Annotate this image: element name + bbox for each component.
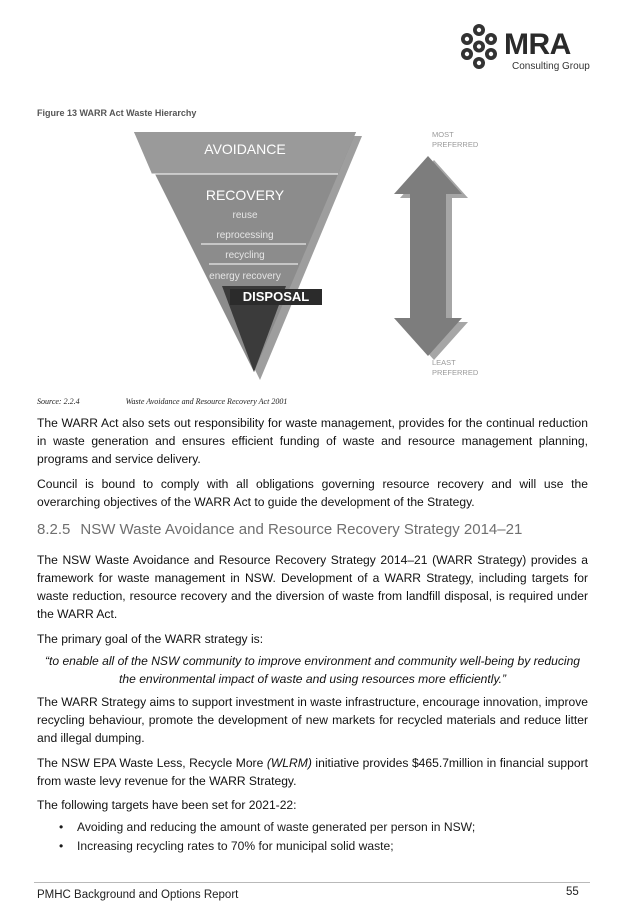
paragraph-1 bbox=[37, 414, 588, 468]
figure-caption: Figure 13 WARR Act Waste Hierarchy bbox=[37, 108, 197, 118]
preferred-bottom-label: PREFERRED bbox=[432, 368, 479, 377]
preferred-top-label: PREFERRED bbox=[432, 140, 479, 149]
source-title: Waste Avoidance and Resource Recovery Act 2001 bbox=[125, 397, 288, 406]
level-recycling: recycling bbox=[225, 250, 265, 261]
logo-mark-icon bbox=[456, 22, 502, 72]
strategy-goal-quote: “to enable all of the NSW community to improve environment and community well-being by reducing the environmental impact of waste and using resources more efficiently.” bbox=[44, 654, 581, 686]
level-recovery: RECOVERY bbox=[205, 187, 285, 203]
targets-list bbox=[37, 818, 475, 856]
level-avoidance: AVOIDANCE bbox=[204, 141, 286, 157]
list-item: • Increasing recycling rates to 70% for municipal solid waste; bbox=[37, 837, 475, 856]
section-number: 8.2.5 bbox=[37, 521, 71, 538]
most-label: MOST bbox=[432, 130, 454, 139]
list-item: • Avoiding and reducing the amount of waste generated per person in NSW; bbox=[37, 818, 475, 837]
level-energy-recovery: energy recovery bbox=[209, 271, 281, 282]
paragraph-text: The NSW Waste Avoidance and Resource Recovery Strategy 2014–21 (WARR Strategy) provides a framework for waste management in NSW. Development of a WARR Strategy, including targets for waste reduction, resource recovery and the diversion of waste from landfill disposal, is required under the WARR Act. bbox=[37, 553, 588, 621]
p6-text-start: The NSW EPA Waste Less, Recycle More bbox=[37, 756, 267, 770]
level-disposal: DISPOSAL bbox=[242, 289, 310, 304]
p6-text-end: initiative provides $465.7million in financial support from waste levy revenue for the WARR Strategy. bbox=[37, 756, 588, 788]
p6-abbreviation: (WLRM) bbox=[266, 756, 312, 770]
level-reprocessing: reprocessing bbox=[216, 230, 274, 241]
paragraph-text: The primary goal of the WARR strategy is: bbox=[37, 632, 264, 646]
paragraph-text bbox=[37, 754, 588, 790]
logo-name: MRA bbox=[504, 28, 571, 61]
source-label: Source: 2.2.4 bbox=[37, 397, 80, 406]
paragraph-text: The following targets have been set for 2021-22: bbox=[37, 798, 297, 812]
page-number: 55 bbox=[566, 886, 579, 898]
section-heading bbox=[37, 521, 522, 538]
waste-hierarchy-diagram bbox=[130, 128, 510, 388]
least-label: LEAST bbox=[432, 358, 456, 367]
footer-title: PMHC Background and Options Report bbox=[37, 889, 239, 901]
paragraph-2 bbox=[37, 475, 588, 511]
paragraph-4 bbox=[37, 630, 588, 648]
logo-subtitle: Consulting Group bbox=[512, 61, 590, 72]
paragraph-text: The WARR Act also sets out responsibility for waste management, provides for the continual reduction in waste generation and ensures efficient funding of waste and resource management planning, programs and service delivery. bbox=[37, 416, 588, 466]
figure-source bbox=[37, 397, 287, 406]
paragraph-5 bbox=[37, 693, 588, 747]
paragraph-text: Council is bound to comply with all obligations governing resource recovery and will use the overarching objectives of the WARR Act to guide the development of the Strategy. bbox=[37, 477, 588, 509]
section-title: NSW Waste Avoidance and Resource Recovery Strategy 2014–21 bbox=[80, 521, 523, 538]
mra-logo bbox=[456, 22, 596, 74]
paragraph-text: The WARR Strategy aims to support investment in waste infrastructure, encourage innovation, improve recycling behaviour, promote the development of new markets for recycled materials and reduce litter and illegal dumping. bbox=[37, 695, 588, 745]
footer-divider bbox=[34, 882, 590, 883]
paragraph-7 bbox=[37, 796, 588, 814]
paragraph-6 bbox=[37, 754, 588, 790]
level-reuse: reuse bbox=[232, 210, 258, 221]
paragraph-3 bbox=[37, 551, 588, 623]
